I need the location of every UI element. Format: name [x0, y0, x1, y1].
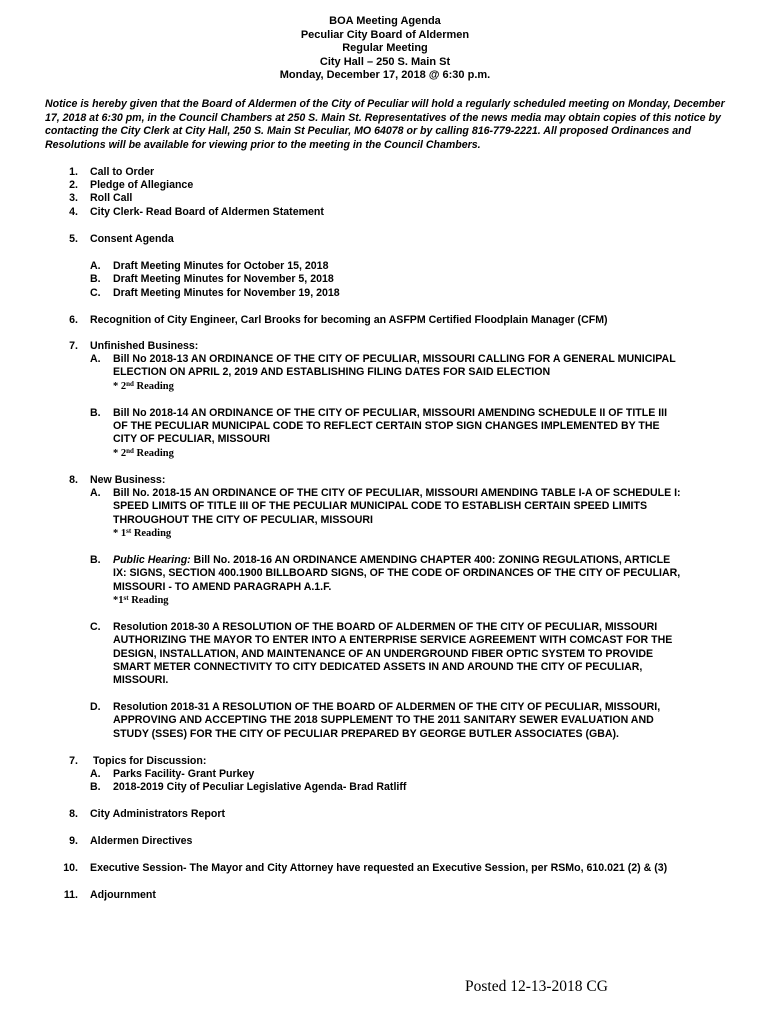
- bill-2018-16-line: IX: SIGNS, SECTION 400.1900 BILLBOARD SIGNS, OF THE CODE OF ORDINANCES OF THE CITY OF PECULIAR,: [113, 567, 681, 579]
- subitem-letter: A.: [90, 768, 101, 780]
- bill-2018-15-line: SPEED LIMITS OF TITLE III OF THE PECULIAR MUNICIPAL CODE TO ESTABLISH CERTAIN SPEED LIMITS: [113, 500, 648, 512]
- subitem-letter: B.: [90, 273, 101, 285]
- item-number: 2.: [69, 179, 78, 191]
- posted-stamp: Posted 12-13-2018 CG: [465, 978, 608, 995]
- subitem-letter: A.: [90, 487, 101, 499]
- header-location: City Hall – 250 S. Main St: [319, 55, 451, 68]
- reading-note: * 1st Reading: [113, 527, 172, 539]
- subitem-letter: A.: [90, 353, 101, 365]
- resolution-2018-30-line: Resolution 2018-30 A RESOLUTION OF THE BOARD OF ALDERMEN OF THE CITY OF PECULIAR, MISSOURI: [113, 621, 658, 633]
- item-aldermen-directives: Aldermen Directives: [90, 835, 193, 847]
- item-number: 3.: [69, 192, 78, 204]
- item-recognition: Recognition of City Engineer, Carl Brooks for becoming an ASFPM Certified Floodplain Manager (CFM): [90, 314, 608, 326]
- item-call-to-order: Call to Order: [90, 166, 155, 178]
- consent-minutes-nov-19: Draft Meeting Minutes for November 19, 2018: [113, 287, 340, 299]
- subitem-letter: C.: [90, 287, 101, 299]
- resolution-2018-30-line: MISSOURI.: [113, 674, 169, 686]
- bill-2018-14-line: Bill No 2018-14 AN ORDINANCE OF THE CITY OF PECULIAR, MISSOURI AMENDING SCHEDULE II OF TITLE III: [113, 407, 668, 419]
- item-number: 8.: [69, 474, 78, 486]
- header-title: BOA Meeting Agenda: [329, 15, 441, 27]
- meeting-notice: Notice is hereby given that the Board of Aldermen of the City of Peculiar will hold a regularly scheduled meeting on Monday, December 17, 2018 at 6:30 pm, in the Council Chambers at 250 S. Main St. Representatives of the news media may obtain copies of this notice by contacting the City Clerk at City Hall, 250 S. Main St Peculiar, MO 64078 or by calling 816-779-2221. All proposed Ordinances and Resolutions will be available for viewing prior to the meeting in the Council Chambers.: [45, 98, 725, 151]
- resolution-2018-31-line: APPROVING AND ACCEPTING THE 2018 SUPPLEMENT TO THE 2011 SANITARY SEWER EVALUATION AND: [113, 714, 654, 726]
- item-number: 1.: [69, 166, 78, 178]
- header-board: Peculiar City Board of Aldermen: [300, 28, 470, 41]
- bill-2018-14-line: OF THE PECULIAR MUNICIPAL CODE TO REFLECT CERTAIN STOP SIGN CHANGES IMPLEMENTED BY THE: [113, 420, 660, 432]
- agenda-header: [0, 15, 770, 83]
- item-roll-call: Roll Call: [90, 192, 133, 204]
- public-hearing-label: Public Hearing:: [113, 554, 191, 566]
- item-unfinished-business: Unfinished Business:: [90, 340, 199, 352]
- bill-2018-16-line: Public Hearing: Bill No. 2018-16 AN ORDINANCE AMENDING CHAPTER 400: ZONING REGULATIONS, ARTICLE: [113, 554, 671, 566]
- subitem-letter: A.: [90, 260, 101, 272]
- bill-2018-14-line: CITY OF PECULIAR, MISSOURI: [113, 433, 270, 445]
- topic-parks-facility: Parks Facility- Grant Purkey: [113, 768, 255, 780]
- resolution-2018-31-line: Resolution 2018-31 A RESOLUTION OF THE BOARD OF ALDERMEN OF THE CITY OF PECULIAR, MISSOURI,: [113, 701, 661, 713]
- consent-minutes-oct-15: Draft Meeting Minutes for October 15, 2018: [113, 260, 329, 272]
- resolution-2018-30-line: AUTHORIZING THE MAYOR TO ENTER INTO A ENTERPRISE SERVICE AGREEMENT WITH COMCAST FOR THE: [113, 634, 673, 646]
- bill-2018-15-line: THROUGHOUT THE CITY OF PECULIAR, MISSOURI: [113, 514, 373, 526]
- header-date: Monday, December 17, 2018 @ 6:30 p.m.: [279, 69, 491, 82]
- item-number: 4.: [69, 206, 78, 218]
- subitem-letter: B.: [90, 781, 101, 793]
- item-number: 9.: [69, 835, 78, 847]
- item-pledge: Pledge of Allegiance: [90, 179, 194, 191]
- item-number: 7.: [69, 340, 78, 352]
- reading-note: * 2nd Reading: [113, 447, 174, 459]
- header-meeting-type: Regular Meeting: [342, 42, 428, 55]
- item-executive-session: Executive Session- The Mayor and City Attorney have requested an Executive Session, per RSMo, 610.021 (2) & (3): [90, 862, 668, 874]
- item-number: 6.: [69, 314, 78, 326]
- consent-minutes-nov-5: Draft Meeting Minutes for November 5, 2018: [113, 273, 334, 285]
- reading-note: * 2nd Reading: [113, 380, 174, 392]
- reading-note: *1st Reading: [113, 594, 169, 606]
- item-consent-agenda: Consent Agenda: [90, 233, 174, 245]
- bill-2018-15-line: Bill No. 2018-15 AN ORDINANCE OF THE CITY OF PECULIAR, MISSOURI AMENDING TABLE I-A OF SCHEDULE I:: [113, 487, 681, 499]
- topic-legislative-agenda: 2018-2019 City of Peculiar Legislative Agenda- Brad Ratliff: [113, 781, 407, 793]
- item-number: 11.: [63, 889, 78, 901]
- item-number: 10.: [63, 862, 78, 874]
- bill-2018-13-line: Bill No 2018-13 AN ORDINANCE OF THE CITY OF PECULIAR, MISSOURI CALLING FOR A GENERAL MUNICIPAL: [113, 353, 676, 365]
- item-number: 8.: [69, 808, 78, 820]
- item-clerk-statement: City Clerk- Read Board of Aldermen Statement: [90, 206, 324, 218]
- subitem-letter: C.: [90, 621, 101, 633]
- item-administrators-report: City Administrators Report: [90, 808, 225, 820]
- item-topics-for-discussion: Topics for Discussion:: [93, 755, 207, 767]
- item-number: 7.: [69, 755, 78, 767]
- resolution-2018-31-line: STUDY (SSES) FOR THE CITY OF PECULIAR PREPARED BY GEORGE BUTLER ASSOCIATES (GBA).: [113, 728, 619, 740]
- subitem-letter: D.: [90, 701, 101, 713]
- bill-2018-13-line: ELECTION ON APRIL 2, 2019 AND ESTABLISHING FILING DATES FOR SAID ELECTION: [113, 366, 551, 378]
- bill-2018-16-line: MISSOURI - TO AMEND PARAGRAPH A.1.F.: [113, 581, 332, 593]
- subitem-letter: B.: [90, 554, 101, 566]
- subitem-letter: B.: [90, 407, 101, 419]
- item-number: 5.: [69, 233, 78, 245]
- resolution-2018-30-line: SMART METER CONNECTIVITY TO CITY DEDICATED ASSETS IN AND AROUND THE CITY OF PECULIAR,: [113, 661, 643, 673]
- item-adjournment: Adjournment: [90, 889, 156, 901]
- resolution-2018-30-line: DESIGN, INSTALLATION, AND MAINTENANCE OF AN UNDERGROUND FIBER OPTIC SYSTEM TO PROVIDE: [113, 648, 654, 660]
- item-new-business: New Business:: [90, 474, 166, 486]
